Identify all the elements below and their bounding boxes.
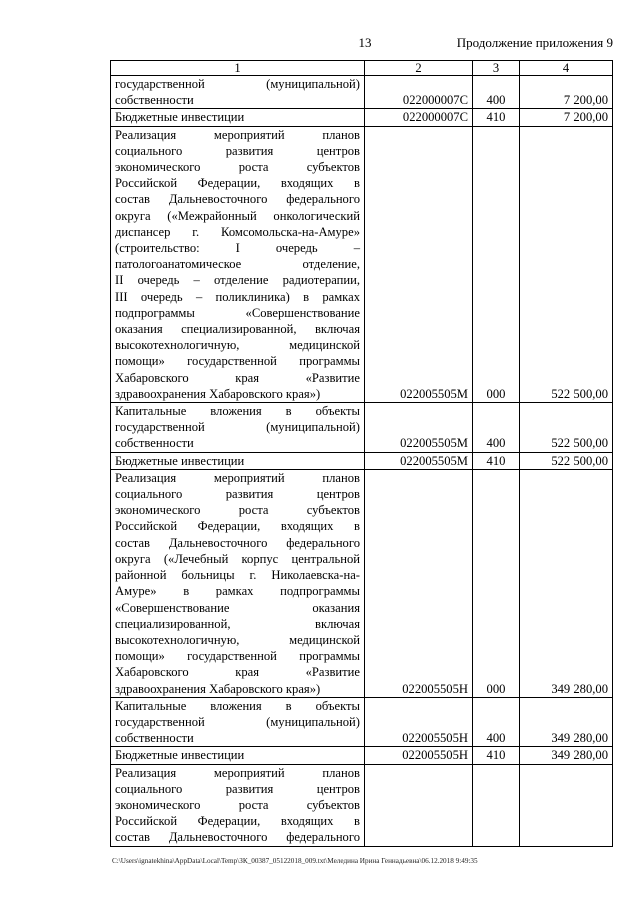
description-line: Реализация мероприятий планов xyxy=(115,765,360,780)
description-line: здравоохранения Хабаровского края») xyxy=(115,681,321,696)
row-expense-type: 410 xyxy=(473,109,520,126)
description-line: Капитальные вложения в объекты xyxy=(115,404,360,419)
column-header-3: 3 xyxy=(473,61,520,76)
row-expense-type: 400 xyxy=(473,403,520,453)
table-body xyxy=(111,76,613,847)
row-sum xyxy=(520,764,613,846)
description-line: округа («Лечебный корпус центральной xyxy=(115,551,360,566)
table-row xyxy=(111,109,613,126)
description-line: экономического роста субъектов xyxy=(115,797,360,812)
row-expense-type: 400 xyxy=(473,697,520,747)
table-row xyxy=(111,76,613,109)
description-line: диспансер г. Комсомольска-на-Амуре» xyxy=(115,224,360,239)
row-sum: 522 500,00 xyxy=(520,452,613,469)
description-line: Российской Федерации, входящих в xyxy=(115,176,360,191)
appendix-continuation-label: Продолжение приложения 9 xyxy=(456,35,613,50)
description-line: собственности xyxy=(115,731,194,746)
description-line: Капитальные вложения в объекты xyxy=(115,698,360,713)
description-line: здравоохранения Хабаровского края») xyxy=(115,386,321,401)
table-row xyxy=(111,403,613,453)
description-line: собственности xyxy=(115,436,194,451)
row-expense-type xyxy=(473,764,520,846)
row-description xyxy=(111,764,365,846)
description-line: социального развития центров xyxy=(115,143,360,158)
row-description xyxy=(111,126,365,402)
table-header-row xyxy=(111,61,613,76)
description-line: районной больницы г. Николаевска-на- xyxy=(115,568,360,583)
description-line: государственной (муниципальной) xyxy=(115,420,360,435)
description-line: (строительство: I очередь – xyxy=(115,241,360,256)
table-row xyxy=(111,126,613,402)
description-line: государственной (муниципальной) xyxy=(115,714,360,729)
row-code: 022000007С xyxy=(365,76,473,109)
description-line: Хабаровского края «Развитие xyxy=(115,370,360,385)
row-description xyxy=(111,109,365,126)
description-line: Российской Федерации, входящих в xyxy=(115,814,360,829)
description-line: патологоанатомическое отделение, xyxy=(115,257,360,272)
description-line: оказания специализированной, включая xyxy=(115,322,360,337)
row-expense-type: 410 xyxy=(473,747,520,764)
description-line: состав Дальневосточного федерального xyxy=(115,535,360,550)
row-sum: 349 280,00 xyxy=(520,697,613,747)
table-row xyxy=(111,469,613,697)
description-line: состав Дальневосточного федерального xyxy=(115,830,360,845)
row-sum: 522 500,00 xyxy=(520,126,613,402)
description-line: III очередь – поликлиника) в рамках xyxy=(115,289,360,304)
table-row xyxy=(111,747,613,764)
description-line: Хабаровского края «Развитие xyxy=(115,665,360,680)
description-line: экономического роста субъектов xyxy=(115,160,360,175)
row-expense-type: 400 xyxy=(473,76,520,109)
row-description xyxy=(111,76,365,109)
row-description xyxy=(111,697,365,747)
description-line: собственности xyxy=(115,93,194,108)
description-line: Реализация мероприятий планов xyxy=(115,127,360,142)
column-header-4: 4 xyxy=(520,61,613,76)
table-row xyxy=(111,764,613,846)
row-expense-type: 000 xyxy=(473,126,520,402)
description-line: подпрограммы «Совершенствование xyxy=(115,305,360,320)
description-line: социального развития центров xyxy=(115,487,360,502)
budget-table xyxy=(110,60,613,847)
description-line: экономического роста субъектов xyxy=(115,503,360,518)
description-line: Реализация мероприятий планов xyxy=(115,470,360,485)
description-line: специализированной, включая xyxy=(115,616,360,631)
row-description xyxy=(111,452,365,469)
description-line: помощи» государственной программы xyxy=(115,649,360,664)
description-line: округа («Межрайонный онкологический xyxy=(115,208,360,223)
row-expense-type: 410 xyxy=(473,452,520,469)
description-line: II очередь – отделение радиотерапии, xyxy=(115,273,360,288)
description-line: социального развития центров xyxy=(115,781,360,796)
row-description xyxy=(111,747,365,764)
page-number: 13 xyxy=(358,35,372,50)
column-header-2: 2 xyxy=(365,61,473,76)
description-line: Амуре» в рамках подпрограммы xyxy=(115,584,360,599)
description-line: Российской Федерации, входящих в xyxy=(115,519,360,534)
description-line: Бюджетные инвестиции xyxy=(115,110,245,125)
table-row xyxy=(111,452,613,469)
row-code: 022005505Н xyxy=(365,469,473,697)
description-line: высокотехнологичную, медицинской xyxy=(115,632,360,647)
description-line: Бюджетные инвестиции xyxy=(115,748,245,763)
row-description xyxy=(111,403,365,453)
description-line: государственной (муниципальной) xyxy=(115,77,360,91)
footer-file-path: C:\Users\ignatekhina\AppData\Local\Temp\ЗК_00387_05122018_009.txt\Меледина Ирина Геннадьевна\06.12.2018 9:49:35 xyxy=(112,857,478,865)
row-code: 022005505Н xyxy=(365,747,473,764)
row-description xyxy=(111,469,365,697)
row-code: 022005505М xyxy=(365,126,473,402)
row-sum: 349 280,00 xyxy=(520,469,613,697)
row-sum: 349 280,00 xyxy=(520,747,613,764)
row-expense-type: 000 xyxy=(473,469,520,697)
description-line: Бюджетные инвестиции xyxy=(115,453,245,468)
row-sum: 7 200,00 xyxy=(520,76,613,109)
row-code: 022005505Н xyxy=(365,697,473,747)
row-code xyxy=(365,764,473,846)
description-line: помощи» государственной программы xyxy=(115,354,360,369)
row-code: 022005505М xyxy=(365,403,473,453)
table-row xyxy=(111,697,613,747)
description-line: состав Дальневосточного федерального xyxy=(115,192,360,207)
description-line: «Совершенствование оказания xyxy=(115,600,360,615)
description-line: высокотехнологичную, медицинской xyxy=(115,338,360,353)
column-header-1: 1 xyxy=(111,61,365,76)
row-sum: 7 200,00 xyxy=(520,109,613,126)
row-code: 022000007С xyxy=(365,109,473,126)
row-sum: 522 500,00 xyxy=(520,403,613,453)
row-code: 022005505М xyxy=(365,452,473,469)
